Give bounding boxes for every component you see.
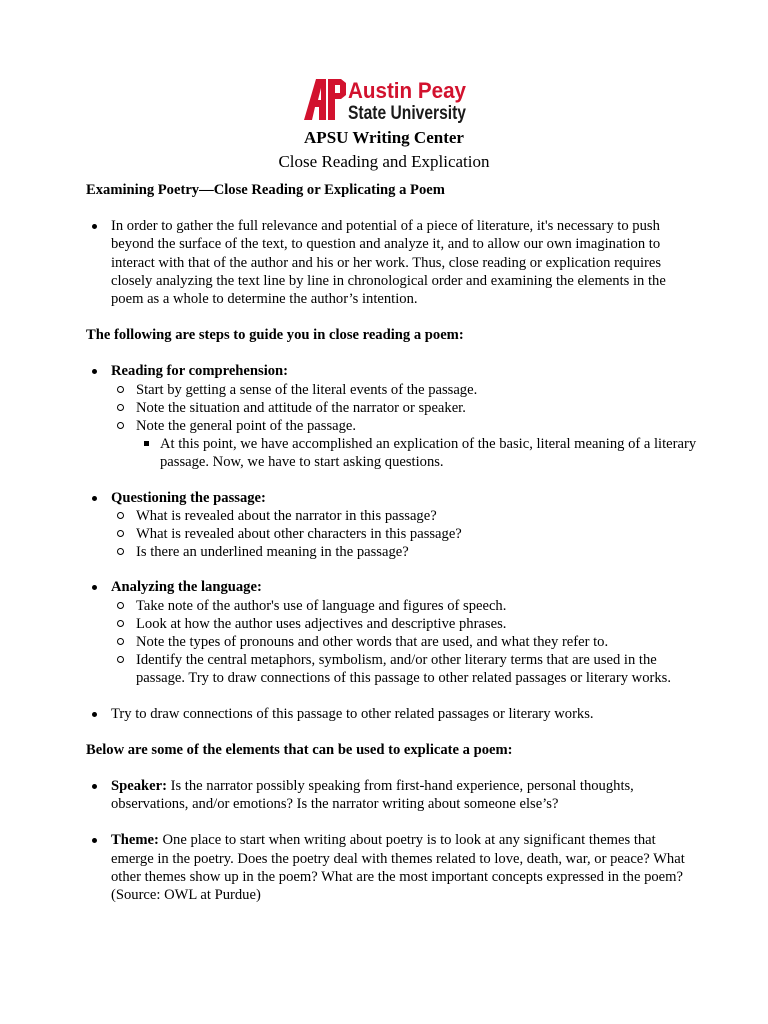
list-item-text: Start by getting a sense of the literal events of the passage. (136, 381, 478, 398)
logo-letter-p-counter (335, 85, 340, 93)
theme-text: One place to start when writing about poetry is to look at any significant themes that emerge in the poetry. Does the poetry deal with themes related to love, death, war, or peace? What other themes show up in the poem? What are the most important concepts expressed in the poem? (Source: OWL at Purdue) (111, 832, 685, 904)
list-item-text: What is revealed about the narrator in this passage? (136, 507, 437, 524)
intro-list (86, 217, 698, 308)
logo-letter-a (304, 79, 326, 120)
theme-label: Theme: (111, 832, 159, 849)
list-item (111, 615, 698, 633)
elements-theme-list (86, 831, 698, 904)
list-item (111, 633, 698, 651)
apsu-logo-icon (304, 76, 468, 122)
questioning-label: Questioning the passage: (111, 489, 266, 506)
steps-analyzing-list (86, 578, 698, 687)
list-item (111, 399, 698, 417)
document-body (86, 181, 698, 904)
list-item (111, 381, 698, 399)
steps-connections-list (86, 705, 698, 723)
speaker-label: Speaker: (111, 778, 167, 795)
analyzing-sublist (111, 597, 698, 688)
steps-questioning-list (86, 489, 698, 562)
list-item-text: At this point, we have accomplished an explication of the basic, literal meaning of a literary passage. Now, we have to start asking questions. (160, 436, 697, 471)
logo-line2: State University (348, 103, 467, 124)
list-item-text: Note the general point of the passage. (136, 418, 357, 435)
reading-subsublist (136, 435, 698, 471)
list-item (86, 705, 698, 723)
list-item (86, 831, 698, 904)
reading-sublist (111, 381, 698, 472)
questioning-sublist (111, 507, 698, 562)
speaker-text: Is the narrator possibly speaking from first-hand experience, personal thoughts, observations, and/or emotions? Is the narrator writing about someone else’s? (111, 778, 634, 813)
list-item-text: Take note of the author's use of language and figures of speech. (136, 597, 507, 614)
list-item (136, 435, 698, 471)
intro-heading: Examining Poetry—Close Reading or Explicating a Poem (86, 182, 445, 198)
page-subtitle: Close Reading and Explication (278, 152, 490, 171)
list-item (111, 597, 698, 615)
list-item-text: Is there an underlined meaning in the passage? (136, 544, 409, 561)
steps-heading: The following are steps to guide you in close reading a poem: (86, 327, 464, 344)
list-item-text: What is revealed about other characters in this passage? (136, 526, 462, 543)
list-item (86, 777, 698, 813)
list-item (111, 543, 698, 561)
list-item (111, 507, 698, 525)
list-item (86, 578, 698, 687)
list-item-text: Note the situation and attitude of the narrator or speaker. (136, 399, 466, 416)
steps-reading-list (86, 362, 698, 471)
list-item (111, 651, 698, 687)
intro-bullet-text: In order to gather the full relevance and potential of a piece of literature, it's necessary to push beyond the surface of the text, to question and analyze it, and to allow our own imagination to interact with that of the author and his or her work. Thus, close reading or explication requires closely analyzing the text line by line in chronological order and examining the elements in the poem as a whole to determine the author’s intention. (111, 218, 666, 308)
elements-speaker-list (86, 777, 698, 813)
list-item (111, 525, 698, 543)
analyzing-label: Analyzing the language: (111, 579, 262, 596)
logo-line1: Austin Peay (348, 78, 467, 103)
elements-heading: Below are some of the elements that can be used to explicate a poem: (86, 741, 513, 758)
list-item-text: Note the types of pronouns and other words that are used, and what they refer to. (136, 634, 609, 651)
list-item-text: Look at how the author uses adjectives and descriptive phrases. (136, 615, 507, 632)
apsu-logo (304, 76, 468, 122)
list-item (86, 217, 698, 308)
list-item (86, 362, 698, 471)
list-item-text: Identify the central metaphors, symbolism, and/or other literary terms that are used in the passage. Try to draw connections of this passage to other related passages or literary works. (136, 652, 671, 687)
page-title: APSU Writing Center (304, 128, 464, 147)
connections-text: Try to draw connections of this passage to other related passages or literary works. (111, 705, 594, 722)
list-item (111, 417, 698, 472)
list-item (86, 489, 698, 562)
reading-label: Reading for comprehension: (111, 363, 289, 380)
